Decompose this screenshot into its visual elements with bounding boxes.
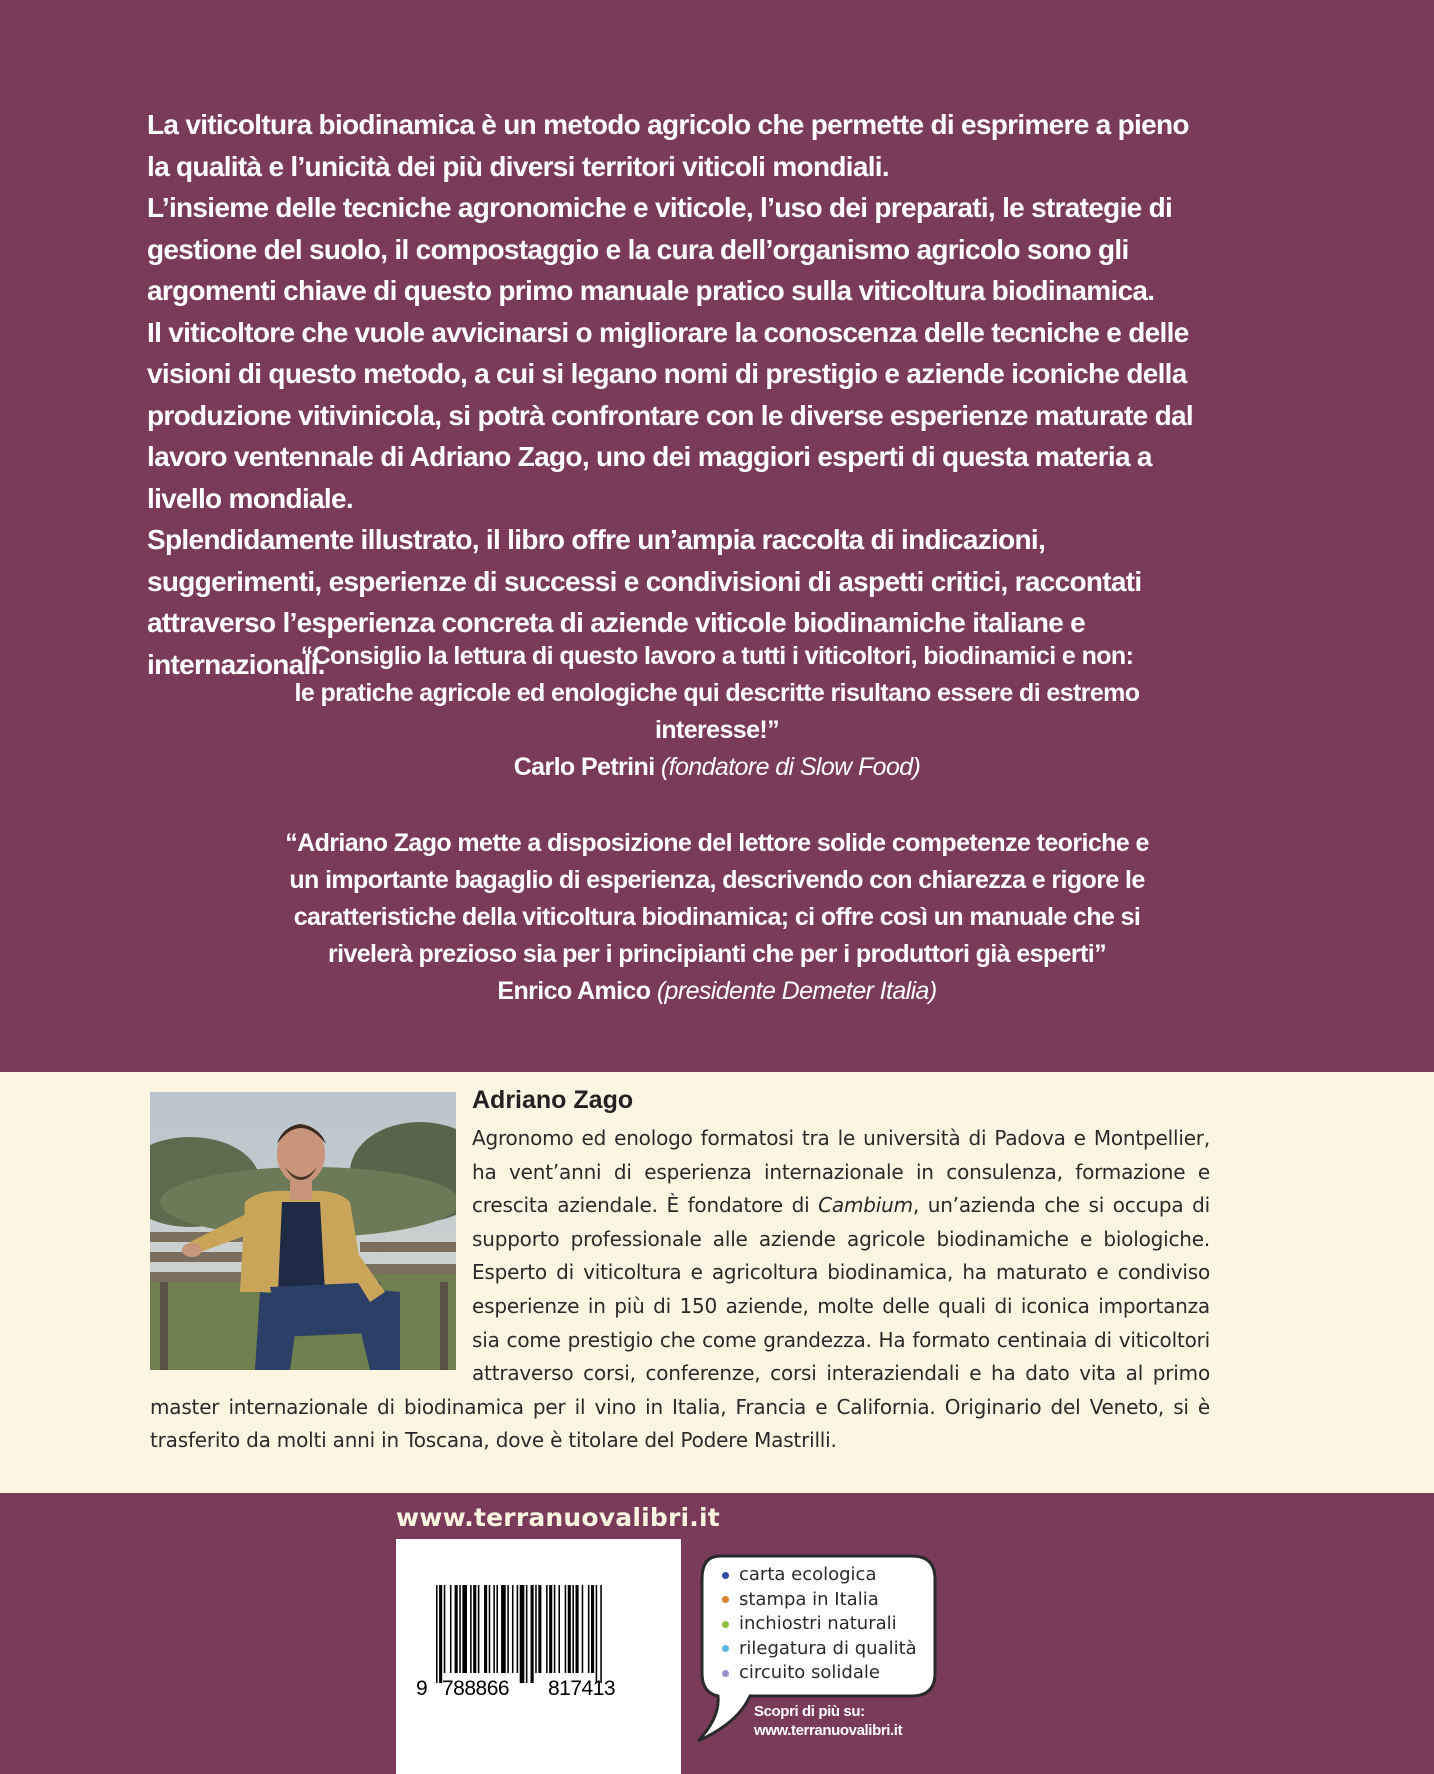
barcode-bar	[444, 1585, 446, 1673]
barcode-bar	[596, 1585, 598, 1683]
bullet-dot-icon	[722, 1596, 729, 1603]
feature-label: carta ecologica	[739, 1564, 877, 1585]
barcode-bar	[558, 1585, 560, 1673]
quote-petrini	[217, 638, 1217, 786]
author-bio	[150, 1122, 1210, 1458]
quote-author: Carlo Petrini	[513, 753, 655, 781]
barcode-bar	[512, 1585, 514, 1673]
barcode-bar	[526, 1585, 528, 1683]
barcode-bar	[507, 1585, 509, 1673]
quote-author: Enrico Amico	[497, 977, 651, 1005]
quote-line: “Consiglio la lettura di questo lavoro a tutti i viticoltori, biodinamici e non:	[300, 642, 1134, 670]
barcode-bar	[582, 1585, 584, 1673]
feature-item	[722, 1612, 917, 1637]
author-name: Adriano Zago	[472, 1086, 634, 1114]
barcode-bar	[493, 1585, 495, 1673]
barcode-bar	[531, 1585, 534, 1683]
barcode-bar	[496, 1585, 498, 1673]
description-paragraph: La viticoltura biodinamica è un metodo agricolo che permette di esprimere a pieno la qualità e l’unicità dei più diversi territori viticoli mondiali.	[147, 109, 1189, 182]
feature-label: circuito solidale	[739, 1662, 880, 1683]
barcode-bar	[591, 1585, 594, 1673]
barcode-bar	[439, 1585, 442, 1683]
bullet-dot-icon	[722, 1621, 729, 1628]
quote-amico	[217, 825, 1217, 1010]
barcode-bar	[538, 1585, 541, 1673]
quote-line: interesse!”	[654, 716, 779, 744]
barcode-bar	[450, 1585, 452, 1673]
quote-author-role: (fondatore di Slow Food)	[660, 753, 921, 781]
quote-line: “Adriano Zago mette a disposizione del lettore solide competenze teoriche e	[285, 829, 1149, 857]
barcode-bar	[517, 1585, 519, 1673]
quote-line: le pratiche agricole ed enologiche qui descritte risultano essere di estremo	[294, 679, 1140, 707]
feature-item	[722, 1661, 917, 1686]
barcode-bars	[436, 1585, 602, 1683]
barcode-bar	[600, 1585, 602, 1683]
quote-line: caratteristiche della viticoltura biodinamica; ci offre così un manuale che si	[293, 903, 1141, 931]
bubble-caption	[754, 1702, 902, 1740]
isbn-group-1: 788866	[442, 1677, 510, 1700]
feature-label: stampa in Italia	[739, 1588, 879, 1610]
barcode-bar	[572, 1585, 574, 1673]
barcode-bar	[565, 1585, 567, 1673]
barcode-bar	[459, 1585, 461, 1673]
feature-item	[722, 1563, 917, 1588]
feature-item	[722, 1637, 917, 1662]
feature-item	[722, 1588, 917, 1613]
barcode-bar	[478, 1585, 480, 1673]
barcode-bar	[484, 1585, 487, 1673]
isbn-group-2: 817413	[548, 1677, 616, 1700]
barcode-bar	[473, 1585, 476, 1673]
book-description	[147, 104, 1217, 685]
publisher-website[interactable]: www.terranuovalibri.it	[396, 1503, 720, 1532]
feature-label: rilegatura di qualità	[739, 1637, 917, 1659]
barcode-bar	[520, 1585, 525, 1683]
feature-label: inchiostri naturali	[739, 1613, 897, 1634]
quote-attribution	[217, 749, 1217, 786]
barcode-bar	[455, 1585, 458, 1673]
description-paragraph: L’insieme delle tecniche agronomiche e viticole, l’uso dei preparati, le strategie di gestione del suolo, il compostaggio e la cura dell’organismo agricolo sono gli argomenti chiave di questo primo manuale pratico sulla viticoltura biodinamica.	[147, 192, 1173, 306]
photo-spacer	[150, 1122, 472, 1390]
features-list	[722, 1563, 917, 1686]
company-name: Cambium	[818, 1193, 913, 1218]
quote-line: un importante bagaglio di esperienza, descrivendo con chiarezza e rigore le	[289, 866, 1145, 894]
bullet-dot-icon	[722, 1572, 729, 1579]
barcode-box	[396, 1539, 681, 1774]
barcode-bar	[470, 1585, 472, 1673]
quote-line: rivelerà prezioso sia per i principianti che per i produttori già esperti”	[327, 940, 1107, 968]
bubble-caption-link[interactable]: www.terranuovalibri.it	[754, 1722, 903, 1739]
author-bio-text: Agronomo ed enologo formatosi tra le università di Padova e Montpellier, ha vent’anni di esperienza internazionale in consulenza, formazione e crescita aziendale. È fondatore di	[472, 1126, 1210, 1218]
quote-author-role: (presidente Demeter Italia)	[656, 977, 937, 1005]
description-paragraph: Splendidamente illustrato, il libro offre un’ampia raccolta di indicazioni, suggerimenti, esperienze di successi e condivisioni di aspetti critici, raccontati attraverso l’esperienza concreta di aziende viticole biodinamiche italiane e internazionali.	[147, 524, 1142, 680]
barcode-bar	[501, 1585, 506, 1673]
isbn-barcode	[414, 1585, 664, 1725]
isbn-first-digit: 9	[416, 1677, 428, 1700]
quote-attribution	[217, 973, 1217, 1010]
barcode-bar	[549, 1585, 552, 1673]
bullet-dot-icon	[722, 1645, 729, 1652]
barcode-bar	[462, 1585, 467, 1673]
bullet-dot-icon	[722, 1670, 729, 1677]
barcode-bar	[554, 1585, 556, 1673]
description-paragraph: Il viticoltore che vuole avvicinarsi o migliorare la conoscenza delle tecniche e delle visioni di questo metodo, a cui si legano nomi di prestigio e aziende iconiche della produzione vitivinicola, si potrà confrontare con le diverse esperienze maturate dal lavoro ventennale di Adriano Zago, uno dei maggiori esperti di questa materia a livello mondiale.	[147, 316, 1193, 514]
barcode-bar	[576, 1585, 579, 1673]
barcode-bar	[436, 1585, 438, 1683]
barcode-bar	[535, 1585, 537, 1673]
footer-panel	[0, 1493, 1434, 1774]
author-bio-text: , un’azienda che si occupa di supporto professionale alle aziende agricole biodinamiche e biologiche. Esperto di viticoltura e agricoltura biodinamica, ha maturato e condiviso esperienze in più di 150 aziende, molte delle quali di iconica importanza sia come prestigio che come grandezza. Ha formato centinaia di viticoltori attraverso corsi, conferenze, corsi interaziendali e ha dato vita al primo master internazionale di biodinamica per il vino in Italia, Francia e California. Originario del Veneto, si è trasferito da molti anni in Toscana, dove è titolare del Podere Mastrilli.	[150, 1193, 1210, 1453]
barcode-bar	[546, 1585, 548, 1673]
barcode-bar	[588, 1585, 590, 1673]
barcode-bar	[489, 1585, 491, 1673]
bubble-caption-line: Scopri di più su:	[754, 1703, 865, 1720]
barcode-bar	[568, 1585, 571, 1673]
author-section	[0, 1072, 1434, 1493]
